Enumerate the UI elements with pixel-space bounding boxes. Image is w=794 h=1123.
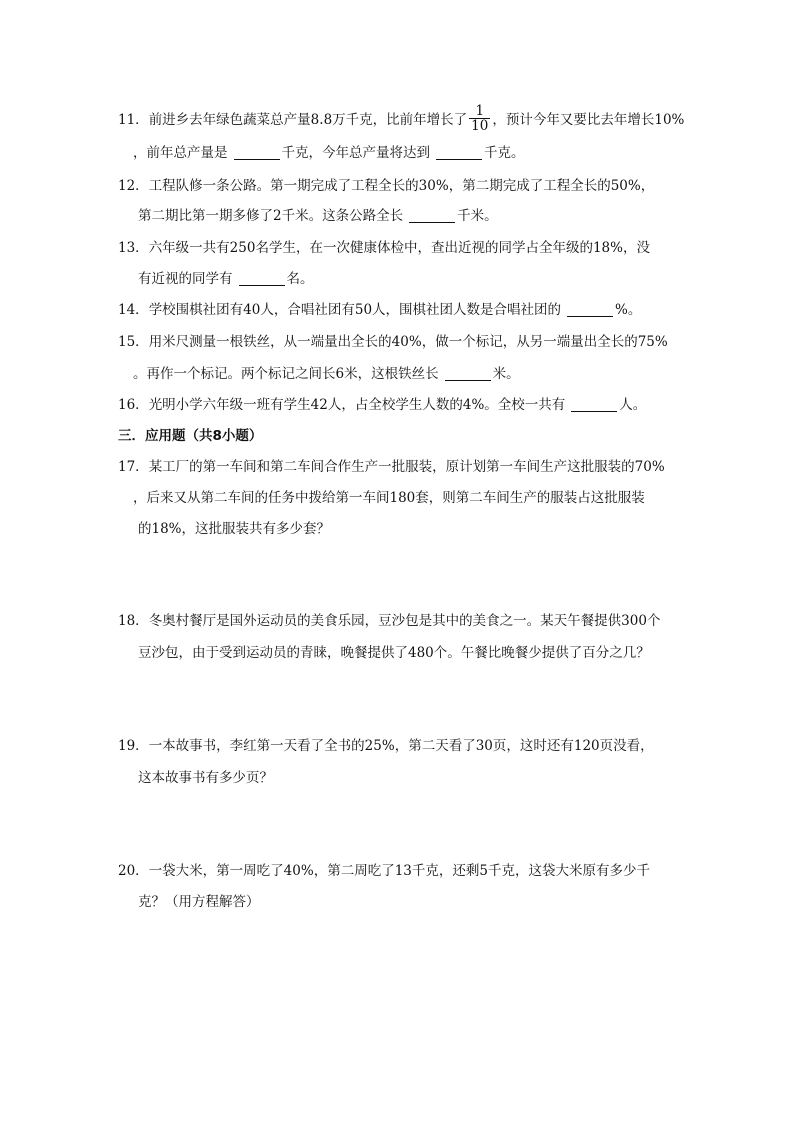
question-19-text-a: 一本故事书，李红第一天看了全书的25%，第二天看了30页，这时还有120页没看， — [148, 738, 654, 754]
question-12-number: 12． — [118, 178, 149, 194]
question-16-text-a: 光明小学六年级一班有学生42人，占全校学生人数的4%。全校一共有 — [148, 397, 566, 413]
question-12-text-a: 工程队修一条公路。第一期完成了工程全长的30%，第二期完成了工程全长的50%， — [148, 178, 655, 194]
question-18-line-2 — [138, 643, 650, 663]
question-13-text-b: 有近视的同学有 — [138, 271, 233, 287]
answer-blank-16[interactable] — [571, 397, 617, 412]
question-12-line-2 — [138, 206, 498, 226]
question-17-text-c: 的18%，这批服装共有多少套？ — [138, 521, 331, 537]
question-15-number: 15． — [118, 334, 149, 350]
question-11-text-a: 前进乡去年绿色蔬菜总产量8.8万千克，比前年增长了 — [148, 112, 468, 128]
question-17-number: 17． — [118, 459, 149, 475]
question-18-text-b: 豆沙包，由于受到运动员的青睐，晚餐提供了480个。午餐比晚餐少提供了百分之几？ — [138, 645, 650, 661]
question-20-text-a: 一袋大米，第一周吃了40%，第二周吃了13千克，还剩5千克，这袋大米原有多少千 — [148, 863, 650, 879]
answer-blank-12[interactable] — [409, 208, 455, 223]
question-13-line-2 — [138, 269, 314, 289]
answer-blank-11b[interactable] — [436, 145, 482, 160]
question-17-line-3 — [138, 519, 330, 539]
question-20-number: 20． — [118, 863, 149, 879]
question-11-text-e: 千克。 — [484, 145, 525, 161]
question-13-line-1 — [118, 238, 650, 258]
question-16-text-b: 人。 — [619, 397, 647, 413]
question-13-text-a: 六年级一共有250名学生，在一次健康体检中，查出近视的同学占全年级的18%，没 — [148, 240, 650, 256]
question-16-line-1 — [118, 395, 646, 415]
question-18-number: 18． — [118, 613, 149, 629]
question-14-number: 14． — [118, 302, 149, 318]
question-19-line-2 — [138, 768, 273, 788]
question-11-line-2 — [133, 143, 525, 163]
question-16-number: 16． — [118, 397, 149, 413]
question-15-line-1 — [118, 332, 668, 352]
question-11-number: 11． — [118, 112, 149, 128]
question-14-line-1 — [118, 300, 641, 320]
question-15-text-c: 米。 — [492, 366, 520, 382]
question-17-text-b: ，后来又从第二车间的任务中拨给第一车间180套，则第二车间生产的服装占这批服装 — [133, 490, 645, 506]
section-3-title: 三．应用题（共8小题） — [118, 428, 263, 444]
question-11-text-d: 千克，今年总产量将达到 — [281, 145, 430, 161]
answer-blank-14[interactable] — [567, 302, 613, 317]
question-17-text-a: 某工厂的第一车间和第二车间合作生产一批服装，原计划第一车间生产这批服装的70% — [148, 459, 665, 475]
question-15-line-2 — [133, 364, 520, 384]
fraction-denominator: 10 — [471, 118, 489, 134]
question-19-text-b: 这本故事书有多少页？ — [138, 770, 273, 786]
fraction-one-tenth — [469, 104, 490, 133]
question-17-line-1 — [118, 457, 665, 477]
question-19-line-1 — [118, 736, 654, 756]
question-12-text-c: 千米。 — [457, 208, 498, 224]
question-12-line-1 — [118, 176, 654, 196]
question-13-number: 13． — [118, 240, 149, 256]
question-17-line-2 — [133, 488, 645, 508]
question-20-text-b: 克？（用方程解答） — [138, 894, 260, 910]
question-15-text-a: 用米尺测量一根铁丝，从一端量出全长的40%，做一个标记，从另一端量出全长的75% — [148, 334, 668, 350]
question-20-line-1 — [118, 861, 650, 881]
fraction-numerator: 1 — [469, 104, 490, 119]
question-14-text-b: %。 — [615, 302, 642, 318]
answer-blank-11a[interactable] — [234, 145, 280, 160]
question-15-text-b: 。再作一个标记。两个标记之间长6米，这根铁丝长 — [133, 366, 439, 382]
question-13-text-c: 名。 — [286, 271, 314, 287]
question-11-text-b: ，预计今年又要比去年增长10% — [492, 112, 685, 128]
question-20-line-2 — [138, 892, 260, 912]
answer-blank-15[interactable] — [445, 366, 491, 381]
question-11-line-1 — [118, 103, 685, 134]
question-18-line-1 — [118, 611, 660, 631]
question-18-text-a: 冬奥村餐厅是国外运动员的美食乐园，豆沙包是其中的美食之一。某天午餐提供300个 — [148, 613, 661, 629]
answer-blank-13[interactable] — [239, 271, 285, 286]
question-19-number: 19． — [118, 738, 149, 754]
question-14-text-a: 学校围棋社团有40人，合唱社团有50人，围棋社团人数是合唱社团的 — [148, 302, 562, 318]
question-11-text-c: ，前年总产量是 — [133, 145, 228, 161]
question-12-text-b: 第二期比第一期多修了2千米。这条公路全长 — [138, 208, 404, 224]
